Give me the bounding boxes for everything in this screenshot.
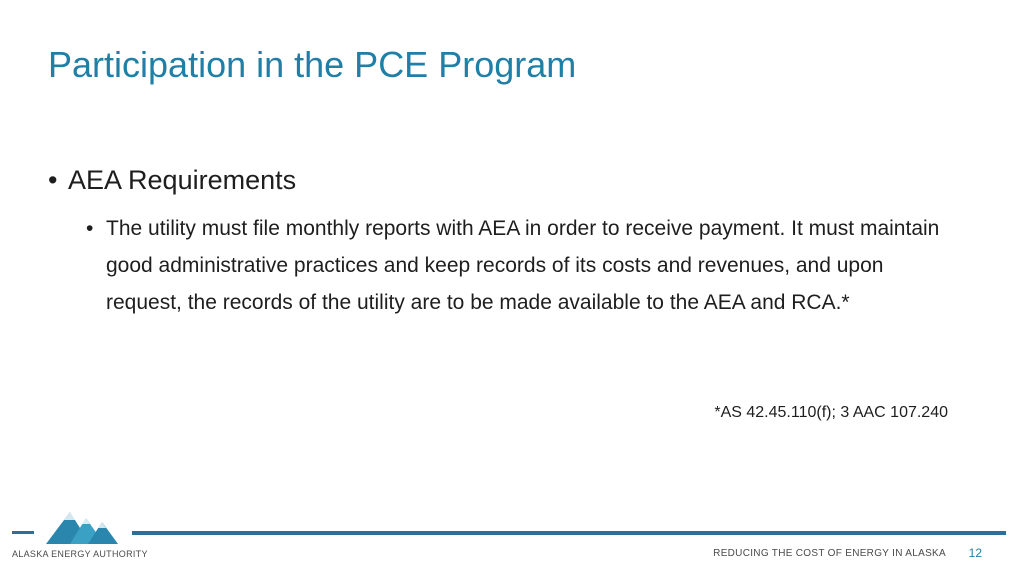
footnote: *AS 42.45.110(f); 3 AAC 107.240 <box>714 404 948 421</box>
footer-rule-left <box>12 531 34 534</box>
slide-title: Participation in the PCE Program <box>48 44 577 85</box>
sub-bullet-text: The utility must file monthly reports with AEA in order to receive payment. It must maintain good administrative practices and keep records of its costs and revenues, and upon request, the records of the utility are to be made available to the AEA and RCA.* <box>106 217 940 314</box>
bullet-marker: • <box>48 165 58 195</box>
footer-rule-right <box>132 531 1006 535</box>
mountain-logo-icon <box>46 506 122 549</box>
org-name: ALASKA ENERGY AUTHORITY <box>12 549 148 559</box>
page-number: 12 <box>968 546 982 560</box>
sub-bullet-marker: • <box>86 217 94 240</box>
footer-tagline: REDUCING THE COST OF ENERGY IN ALASKA <box>713 548 946 559</box>
bullet-text: AEA Requirements <box>68 165 297 195</box>
